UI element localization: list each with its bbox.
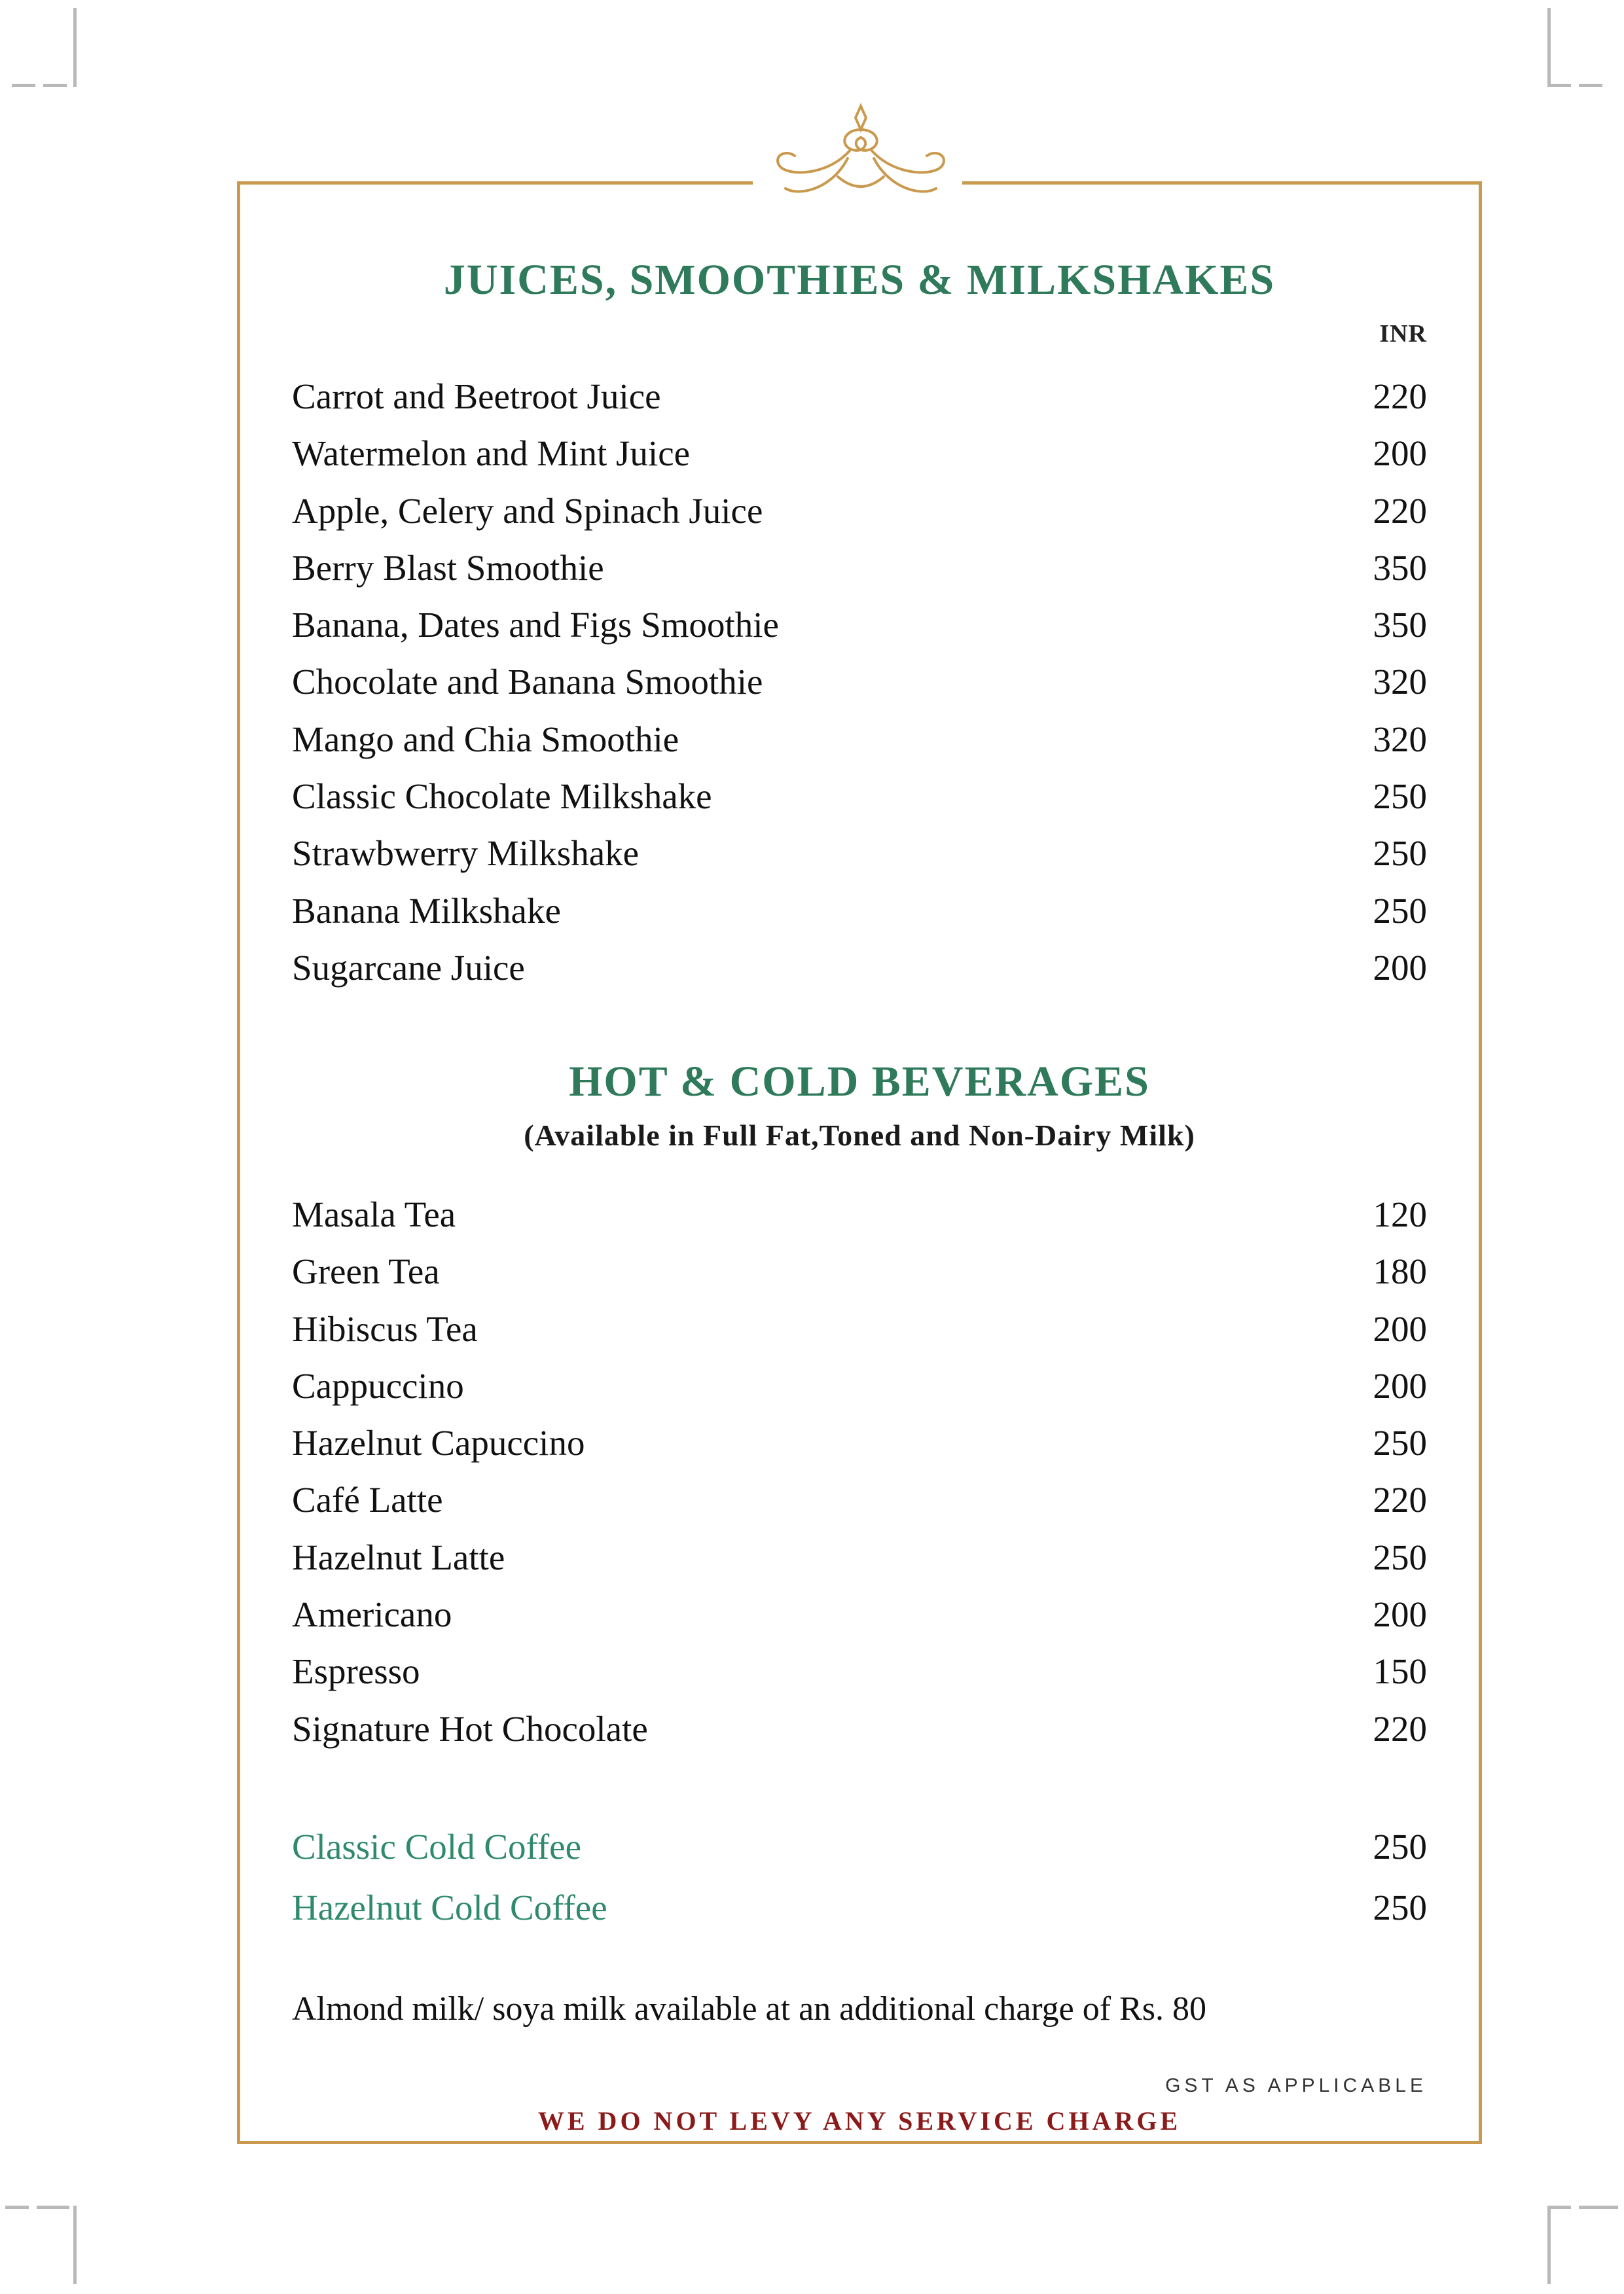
menu-item-price: 320 <box>1373 662 1427 702</box>
menu-item <box>292 376 1427 433</box>
menu-item <box>292 833 1427 889</box>
menu-item <box>292 1887 1427 1948</box>
menu-item-price: 150 <box>1373 1651 1427 1692</box>
menu-item <box>292 1651 1427 1708</box>
menu-item-name: Cappuccino <box>292 1365 464 1406</box>
menu-item-price: 250 <box>1373 776 1427 817</box>
menu-item-price: 350 <box>1373 605 1427 645</box>
menu-item-name: Café Latte <box>292 1480 443 1520</box>
menu-item <box>292 1826 1427 1887</box>
menu-item <box>292 1308 1427 1365</box>
menu-item <box>292 776 1427 833</box>
gst-note: GST AS APPLICABLE <box>1165 2075 1427 2096</box>
menu-item-name: Chocolate and Banana Smoothie <box>292 662 763 702</box>
menu-item-price: 220 <box>1373 1708 1427 1749</box>
menu-item-price: 180 <box>1373 1251 1427 1292</box>
menu-item-name: Classic Cold Coffee <box>292 1827 581 1867</box>
menu-item-price: 220 <box>1373 1480 1427 1520</box>
menu-item-price: 250 <box>1373 1827 1427 1867</box>
menu-item-price: 200 <box>1373 1308 1427 1349</box>
menu-item-name: Classic Chocolate Milkshake <box>292 776 712 817</box>
juice-menu-list <box>292 376 1427 1004</box>
menu-item-name: Carrot and Beetroot Juice <box>292 376 661 416</box>
menu-item <box>292 1422 1427 1479</box>
gold-flourish-icon <box>766 98 956 203</box>
menu-item-name: Hazelnut Capuccino <box>292 1423 585 1463</box>
menu-item-name: Espresso <box>292 1651 420 1692</box>
menu-item-price: 250 <box>1373 1423 1427 1463</box>
menu-item-price: 250 <box>1373 1888 1427 1927</box>
menu-item <box>292 1479 1427 1536</box>
menu-item <box>292 490 1427 547</box>
menu-item-price: 320 <box>1373 719 1427 759</box>
menu-item-name: Americano <box>292 1594 452 1635</box>
menu-item-price: 250 <box>1373 833 1427 874</box>
menu-item <box>292 1194 1427 1251</box>
menu-item-name: Hazelnut Cold Coffee <box>292 1888 607 1927</box>
menu-item <box>292 947 1427 1004</box>
currency-label: INR <box>1379 320 1427 348</box>
menu-item <box>292 890 1427 947</box>
menu-item-price: 120 <box>1373 1194 1427 1234</box>
menu-item <box>292 547 1427 604</box>
section-title-juices: JUICES, SMOOTHIES & MILKSHAKES <box>443 256 1276 304</box>
menu-item-price: 200 <box>1373 1594 1427 1635</box>
menu-item-name: Banana Milkshake <box>292 890 561 931</box>
menu-item-name: Signature Hot Chocolate <box>292 1708 648 1749</box>
menu-item <box>292 661 1427 718</box>
service-charge-note: WE DO NOT LEVY ANY SERVICE CHARGE <box>537 2106 1182 2136</box>
menu-item-name: Apple, Celery and Spinach Juice <box>292 490 763 531</box>
menu-item <box>292 1594 1427 1651</box>
menu-item-name: Masala Tea <box>292 1194 456 1234</box>
section-title-beverages: HOT & COLD BEVERAGES <box>569 1058 1150 1105</box>
menu-item-price: 250 <box>1373 1537 1427 1577</box>
menu-item-price: 200 <box>1373 433 1427 474</box>
menu-item-price: 220 <box>1373 376 1427 416</box>
menu-item-name: Hazelnut Latte <box>292 1537 505 1577</box>
menu-item-name: Sugarcane Juice <box>292 947 525 988</box>
menu-item-price: 220 <box>1373 490 1427 531</box>
menu-item <box>292 604 1427 661</box>
menu-item-name: Banana, Dates and Figs Smoothie <box>292 605 779 645</box>
milk-note: Almond milk/ soya milk available at an additional charge of Rs. 80 <box>292 1990 1206 2028</box>
section-subtitle-beverages: (Available in Full Fat,Toned and Non-Dairy Milk) <box>524 1119 1195 1152</box>
menu-item-name: Berry Blast Smoothie <box>292 547 604 588</box>
cold-coffee-menu-list <box>292 1826 1427 1948</box>
menu-item-name: Watermelon and Mint Juice <box>292 433 691 474</box>
menu-item <box>292 719 1427 776</box>
menu-item-name: Green Tea <box>292 1251 440 1292</box>
menu-item <box>292 433 1427 490</box>
menu-item-name: Strawbwerry Milkshake <box>292 833 640 874</box>
beverage-menu-list <box>292 1194 1427 1765</box>
menu-item <box>292 1708 1427 1765</box>
menu-item-price: 250 <box>1373 890 1427 931</box>
menu-item-name: Hibiscus Tea <box>292 1308 478 1349</box>
menu-item-price: 200 <box>1373 1365 1427 1406</box>
menu-item-price: 200 <box>1373 947 1427 988</box>
menu-item <box>292 1251 1427 1308</box>
menu-item-name: Mango and Chia Smoothie <box>292 719 679 759</box>
menu-item <box>292 1537 1427 1594</box>
menu-item <box>292 1365 1427 1422</box>
menu-item-price: 350 <box>1373 547 1427 588</box>
